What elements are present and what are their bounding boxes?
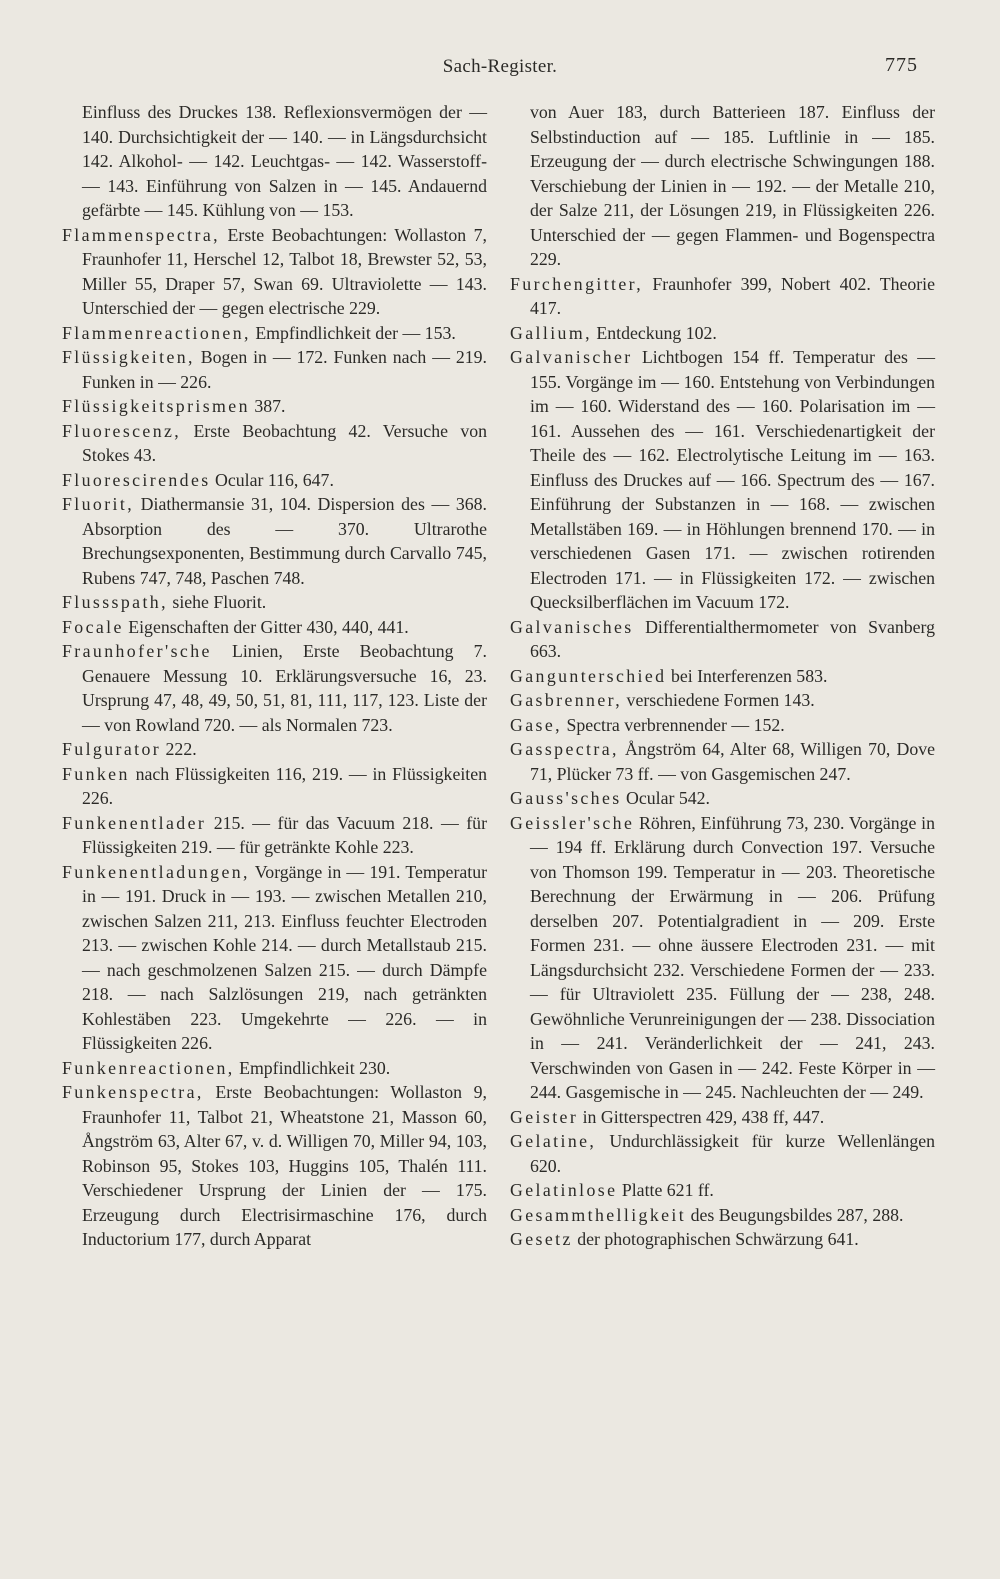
index-references: Linien, Erste Beobachtung 7. Genauere Messung 10. Erklärungsversuche 16, 23. Ursprung 47, 48, 49, 50, 51, 81, 111, 117, 123. Liste der — von Rowland 720. — als Normalen 723. [82,641,487,735]
index-entry [62,737,487,762]
index-references: Empfindlichkeit der — 153. [255,322,456,343]
index-entry [510,688,935,713]
index-references: Bogen in — 172. Funken nach — 219. Funken in — 226. [82,347,487,392]
index-references: des Beugungsbildes 287, 288. [690,1204,904,1225]
index-term: Flussspath, [62,592,168,612]
index-term: Gauss'sches [510,788,622,808]
index-entry [510,272,935,321]
index-term: Gelatine, [510,1131,597,1151]
index-entry [510,615,935,664]
index-references: 215. — für das Vacuum 218. — für Flüssigkeiten 219. — für getränkte Kohle 223. [82,812,487,857]
index-term: Gasspectra, [510,739,619,759]
index-entry [62,321,487,346]
index-entry [62,762,487,811]
index-references: Erste Beobachtungen: Wollaston 9, Fraunhofer 11, Talbot 21, Wheatstone 21, Masson 60, Ångström 63, Alter 67, v. d. Willigen 70, Miller 94, 103, Robinson 95, Stokes 103, Huggins 105, Thalén 111. Verschiedener Ursprung der Linien der — 175. Erzeugung durch Electrisirmaschine 176, durch Inductorium 177, durch Apparat [82,1082,487,1249]
index-term: Funkenreactionen, [62,1057,235,1078]
index-entry [510,664,935,689]
index-term: Flüssigkeiten, [62,347,195,367]
index-references: Fraunhofer 399, Nobert 402. Theorie 417. [530,273,935,318]
left-column [62,100,487,1252]
index-entry [62,615,487,640]
index-term: Fluorescirendes [62,469,211,490]
index-term: Galvanisches [510,616,634,637]
index-term: Funkenspectra, [62,1082,204,1102]
index-term: Gallium, [510,322,592,343]
index-term: Fluorit, [62,494,135,514]
index-term: Galvanischer [510,347,633,367]
index-term: Geissler'sche [510,812,635,833]
index-term: Fulgurator [62,739,162,759]
index-references: Lichtbogen 154 ff. Temperatur des — 155. Vorgänge im — 160. Entstehung von Verbindungen im — 160. Widerstand des — 160. Polarisation im — 161. Aussehen des — 161. Verschiedenartigkeit der Theile des — 162. Electrolytische Leitung im — 163. Einfluss des Druckes auf — 166. Spectrum des — 167. Einführung der Substanzen in — 168. — zwischen Metallstäben 169. — in Höhlungen brennend 170. — in verschiedenen Gasen 171. — zwischen rotirenden Electroden 171. — in Flüssigkeiten 172. — zwischen Quecksilberflächen im Vacuum 172. [530,347,935,612]
index-entry [510,713,935,738]
index-references: der photographischen Schwärzung 641. [577,1229,859,1249]
index-entry [510,1227,935,1252]
index-references: bei Interferenzen 583. [670,665,828,686]
index-entry [510,737,935,786]
index-references: Platte 621 ff. [621,1180,714,1200]
right-column [510,100,935,1252]
index-term: Furchengitter, [510,273,644,294]
index-references: 387. [254,396,286,416]
index-entry [510,1178,935,1203]
index-entry [62,100,487,223]
index-entry [62,345,487,394]
index-references: Ocular 116, 647. [215,469,334,490]
index-entry [62,223,487,321]
index-term: Fraunhofer'sche [62,641,212,661]
index-references: Spectra verbrennender — 152. [566,714,785,735]
index-term: Flüssigkeitsprismen [62,396,250,416]
index-entry [510,321,935,346]
index-entry [510,345,935,615]
index-term: Funken [62,763,130,784]
index-term: Funkenentlader [62,812,207,833]
index-references: Diathermansie 31, 104. Dispersion des — 368. Absorption des — 370. Ultrarothe Brechungsexponenten, Bestimmung durch Carvallo 745, Rubens 747, 748, Paschen 748. [82,494,487,588]
page-title: Sach-Register. [442,56,558,77]
index-entry [510,1105,935,1130]
index-references: Erste Beobachtung 42. Versuche von Stokes 43. [82,420,487,465]
index-entry [62,590,487,615]
index-term: Funkenentladungen, [62,861,250,882]
index-entry [62,1080,487,1252]
index-term: Flammenspectra, [62,224,220,245]
index-term: Geister [510,1106,579,1127]
index-references: 222. [165,739,197,759]
index-term: Gesammthelligkeit [510,1204,687,1225]
index-term: Focale [62,616,124,637]
index-term: Fluorescenz, [62,420,182,441]
page-number: 775 [885,54,918,76]
index-entry [62,419,487,468]
index-references: Entdeckung 102. [596,322,717,343]
index-entry [62,492,487,590]
index-references: siehe Fluorit. [172,592,267,612]
index-references: Eigenschaften der Gitter 430, 440, 441. [128,616,409,637]
index-references: Undurchlässigkeit für kurze Wellenlängen 620. [530,1131,935,1176]
index-references: Erste Beobachtungen: Wollaston 7, Fraunhofer 11, Herschel 12, Talbot 18, Brewster 52, 53, Miller 55, Draper 57, Swan 69. Ultraviolette — 143. Unterschied der — gegen electrische 229. [82,224,488,318]
index-references: verschiedene Formen 143. [626,690,815,710]
index-references: Röhren, Einführung 73, 230. Vorgänge in — 194 ff. Erklärung durch Convection 197. Versuche von Thomson 199. Temperatur in — 203. Theoretische Berechnung der Erwärmung in — 206. Prüfung derselben 207. Potentialgradient in — 209. Erste Formen 231. — ohne äussere Electroden 231. — mit Längsdurchsicht 232. Verschiedene Formen der — 233. — für Ultraviolett 235. Füllung der — 238, 248. Gewöhnliche Verunreinigungen der — 238. Dissociation in — 241. Veränderlichkeit der — 241, 243. Verschwinden von Gasen in — 242. Feste Körper in — 244. Gasgemische in — 245. Nachleuchten der — 249. [530,812,935,1102]
index-term: Gase, [510,714,562,735]
index-entry [62,468,487,493]
index-term: Gangunterschied [510,665,667,686]
index-entry [510,100,935,272]
index-references: Ångström 64, Alter 68, Willigen 70, Dove 71, Plücker 73 ff. — von Gasgemischen 247. [530,739,935,784]
index-references: Ocular 542. [626,788,710,808]
index-references: von Auer 183, durch Batterieen 187. Einfluss der Selbstinduction auf — 185. Luftlinie in — 185. Erzeugung der — durch electrische Schwingungen 188. Verschiebung der Linien in — 192. — der Metalle 210, der Salze 211, der Lösungen 219, in Flüssigkeiten 226. Unterschied der — gegen Flammen- und Bogenspectra 229. [530,102,935,269]
index-term: Gasbrenner, [510,690,623,710]
index-references: Differentialthermometer von Svanberg 663. [530,616,935,661]
index-references: nach Flüssigkeiten 116, 219. — in Flüssigkeiten 226. [82,763,487,808]
index-entry [62,811,487,860]
index-references: Einfluss des Druckes 138. Reflexionsvermögen der — 140. Durchsichtigkeit der — 140. — in Längsdurchsicht 142. Alkohol- — 142. Leuchtgas- — 142. Wasserstoff- — 143. Einführung von Salzen in — 145. Andauernd gefärbte — 145. Kühlung von — 153. [82,102,487,220]
index-entry [62,1056,487,1081]
index-entry [62,394,487,419]
index-entry [510,1203,935,1228]
index-term: Flammenreactionen, [62,322,251,343]
index-references: Vorgänge in — 191. Temperatur in — 191. Druck in — 193. — zwischen Metallen 210, zwischen Salzen 211, 213. Einfluss feuchter Electroden 213. — zwischen Kohle 214. — durch Metallstaub 215. — nach geschmolzenen Salzen 215. — durch Dämpfe 218. — nach Salzlösungen 219, nach getränkten Kohlestäben 223. Umgekehrte — 226. — in Flüssigkeiten 226. [82,861,488,1053]
index-entry [510,1129,935,1178]
index-entry [62,639,487,737]
index-entry [510,811,935,1105]
index-term: Gesetz [510,1229,573,1249]
index-references: in Gitterspectren 429, 438 ff, 447. [582,1106,825,1127]
index-term: Gelatinlose [510,1180,618,1200]
index-references: Empfindlichkeit 230. [239,1057,391,1078]
index-entry [510,786,935,811]
running-head [0,52,1000,82]
index-entry [62,860,487,1056]
